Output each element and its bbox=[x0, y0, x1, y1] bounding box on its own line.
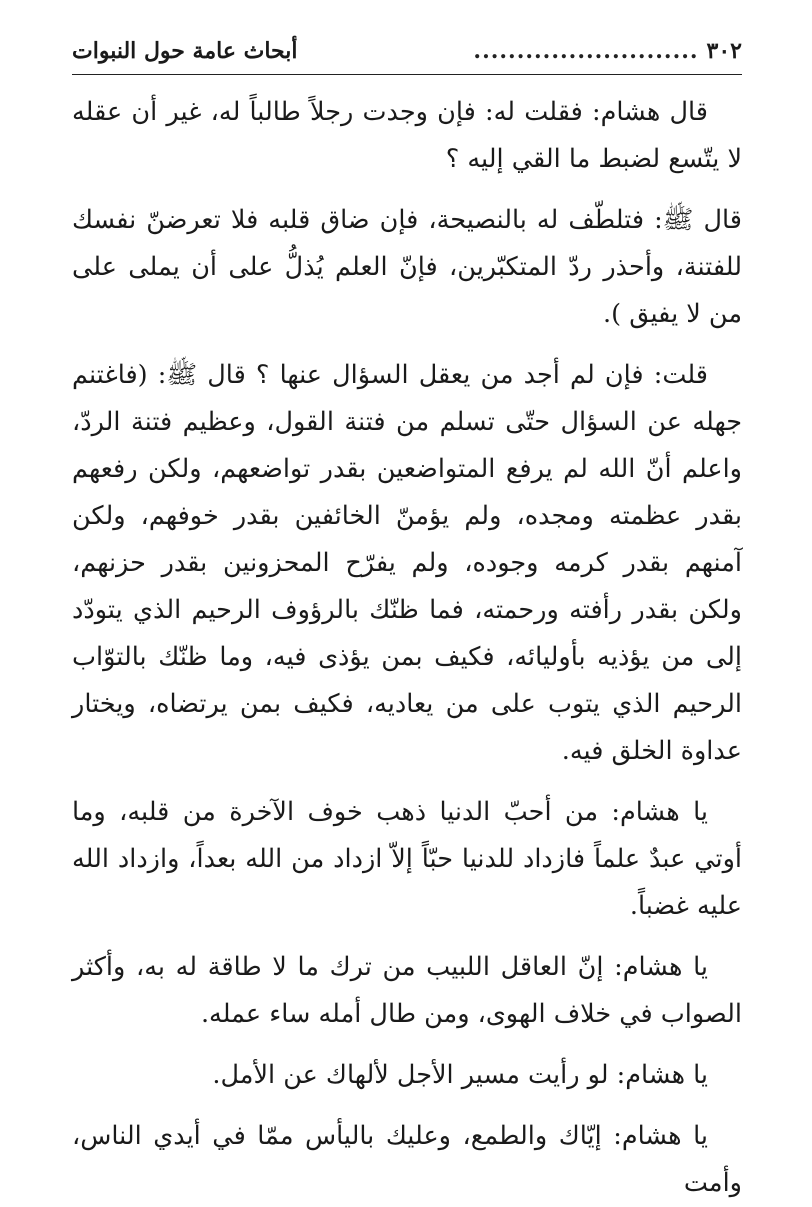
page-number: ٣٠٢ bbox=[706, 38, 742, 64]
header-title: أبحاث عامة حول النبوات bbox=[72, 38, 298, 64]
paragraph: يا هشام: من أحبّ الدنيا ذهب خوف الآخرة من قلبه، وما أوتي عبدٌ علماً فازداد للدنيا حبّاً إلاّ ازداد من الله بعداً، وازداد الله عليه غضباً. bbox=[72, 797, 742, 921]
body-text bbox=[72, 89, 742, 1207]
paragraph: يا هشام: إنّ العاقل اللبيب من ترك ما لا طاقة له به، وأكثر الصواب في خلاف الهوى، ومن طال أمله ساء عمله. bbox=[72, 952, 742, 1029]
header-dot-leader: .......................... bbox=[473, 38, 699, 64]
paragraph: يا هشام: إيّاك والطمع، وعليك باليأس ممّا في أيدي الناس، وأمت bbox=[72, 1121, 742, 1198]
running-header bbox=[72, 38, 742, 72]
paragraph: قال هشام: فقلت له: فإن وجدت رجلاً طالباً له، غير أن عقله لا يتّسع لضبط ما القي إليه ؟ bbox=[72, 97, 742, 174]
paragraph: يا هشام: لو رأيت مسير الأجل لألهاك عن الأمل. bbox=[212, 1060, 708, 1090]
header-rule bbox=[72, 74, 742, 75]
paragraph: قلت: فإن لم أجد من يعقل السؤال عنها ؟ قال ﷺ: (فاغتنم جهله عن السؤال حتّى تسلم من فتنة القول، وعظيم فتنة الردّ، واعلم أنّ الله لم يرفع المتواضعين بقدر تواضعهم، ولكن رفعهم بقدر عظمته ومجده، ولم يؤمنّ الخائفين بقدر خوفهم، ولكن آمنهم بقدر كرمه وجوده، ولم يفرّح المحزونين بقدر حزنهم، ولكن بقدر رأفته ورحمته، فما ظنّك بالرؤوف الرحيم الذي يتودّد إلى من يؤذيه بأوليائه، فكيف بمن يؤذى فيه، وما ظنّك بالتوّاب الرحيم الذي يتوب على من يعاديه، فكيف بمن يرتضاه، ويختار عداوة الخلق فيه. bbox=[72, 360, 742, 766]
paragraph: قال ﷺ: فتلطّف له بالنصيحة، فإن ضاق قلبه فلا تعرضنّ نفسك للفتنة، وأحذر ردّ المتكبّرين، فإنّ العلم يُذلُّ على أن يملى على من لا يفيق ). bbox=[72, 205, 742, 329]
